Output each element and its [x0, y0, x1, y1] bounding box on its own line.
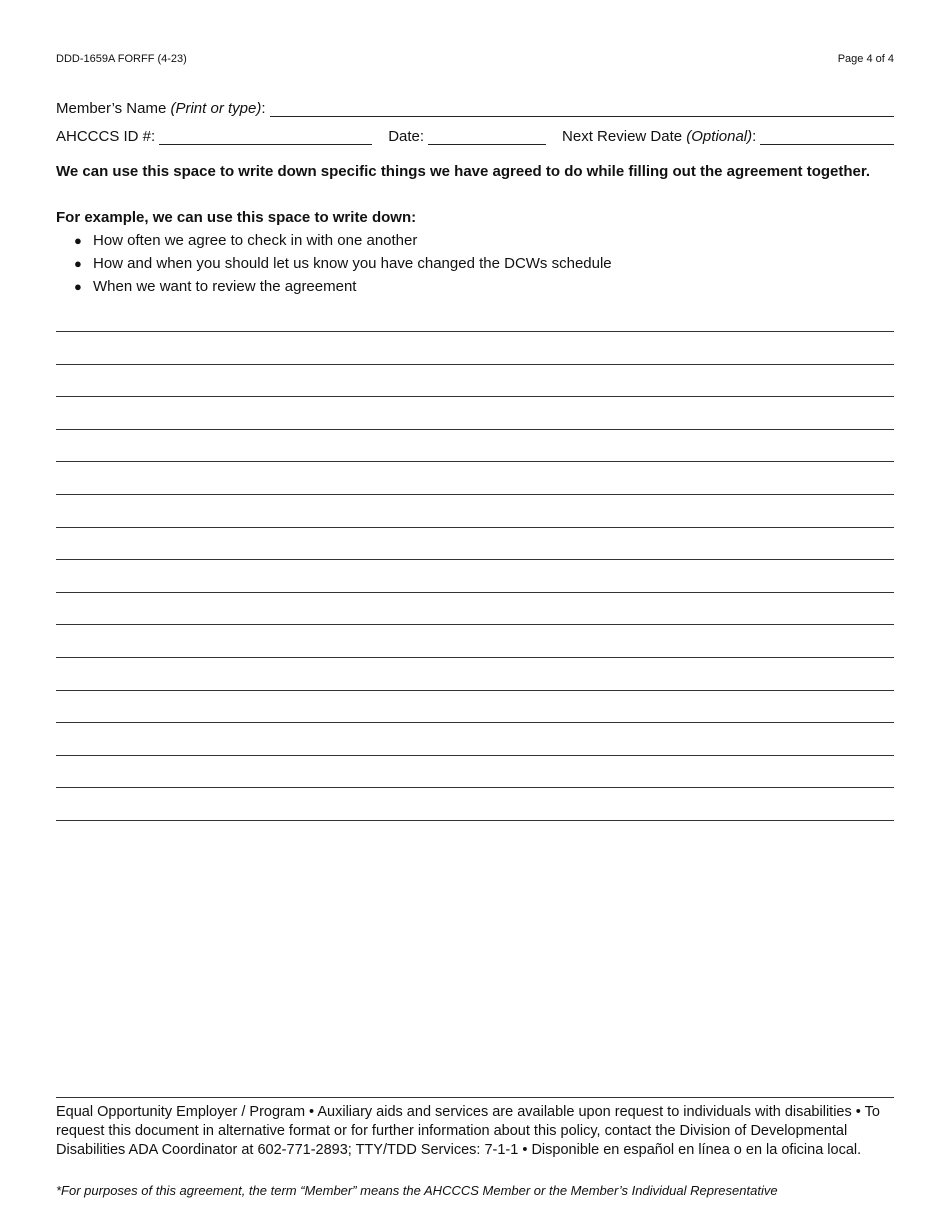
- form-page: [56, 0, 894, 1230]
- ahcccs-id-field[interactable]: [159, 130, 372, 145]
- writing-line[interactable]: [56, 527, 894, 528]
- writing-line[interactable]: [56, 722, 894, 723]
- writing-line[interactable]: [56, 624, 894, 625]
- date-label: Date:: [388, 128, 425, 145]
- member-name-row: [56, 100, 894, 117]
- writing-line[interactable]: [56, 787, 894, 788]
- writing-line[interactable]: [56, 820, 894, 821]
- member-name-label: Member’s Name (Print or type):: [56, 100, 266, 117]
- writing-line[interactable]: [56, 364, 894, 365]
- bullet-icon: ●: [74, 256, 82, 271]
- member-name-field[interactable]: [270, 102, 894, 117]
- writing-line[interactable]: [56, 755, 894, 756]
- next-review-label: Next Review Date (Optional):: [562, 128, 757, 145]
- example-list: [74, 232, 612, 301]
- writing-line[interactable]: [56, 592, 894, 593]
- writing-line[interactable]: [56, 657, 894, 658]
- example-heading: For example, we can use this space to write down:: [56, 209, 417, 226]
- next-review-field[interactable]: [760, 130, 894, 145]
- writing-line[interactable]: [56, 494, 894, 495]
- intro-text: We can use this space to write down specific things we have agreed to do while filling out the agreement together.: [56, 163, 871, 180]
- list-item: ● How and when you should let us know you have changed the DCWs schedule: [74, 255, 612, 278]
- writing-line[interactable]: [56, 331, 894, 332]
- id-date-row: [56, 128, 894, 145]
- date-field[interactable]: [428, 130, 546, 145]
- writing-line[interactable]: [56, 461, 894, 462]
- page-header: [56, 53, 894, 65]
- footer-notice: Equal Opportunity Employer / Program • Auxiliary aids and services are available upon request to individuals with disabilities • To request this document in alternative format or for further information about this policy, contact the Division of Developmental Disabilities ADA Coordinator at 602-771-2893; TTY/TDD Services: 7-1-1 • Disponible en español en línea o en la oficina local.: [56, 1104, 880, 1158]
- footnote: *For purposes of this agreement, the term “Member” means the AHCCCS Member or the Member’s Individual Representative: [56, 1183, 778, 1198]
- footer-divider: [56, 1097, 894, 1098]
- writing-line[interactable]: [56, 690, 894, 691]
- next-review-hint: (Optional): [686, 128, 753, 145]
- ahcccs-id-label: AHCCCS ID #:: [56, 128, 156, 145]
- page-number: Page 4 of 4: [837, 53, 894, 65]
- form-code: DDD-1659A FORFF (4-23): [56, 53, 187, 65]
- writing-area[interactable]: [56, 331, 894, 853]
- bullet-icon: ●: [74, 279, 82, 294]
- bullet-icon: ●: [74, 233, 82, 248]
- writing-line[interactable]: [56, 559, 894, 560]
- list-item: ● When we want to review the agreement: [74, 278, 612, 301]
- writing-line[interactable]: [56, 396, 894, 397]
- list-item: ● How often we agree to check in with one another: [74, 232, 612, 255]
- member-name-hint: (Print or type): [170, 100, 262, 117]
- writing-line[interactable]: [56, 429, 894, 430]
